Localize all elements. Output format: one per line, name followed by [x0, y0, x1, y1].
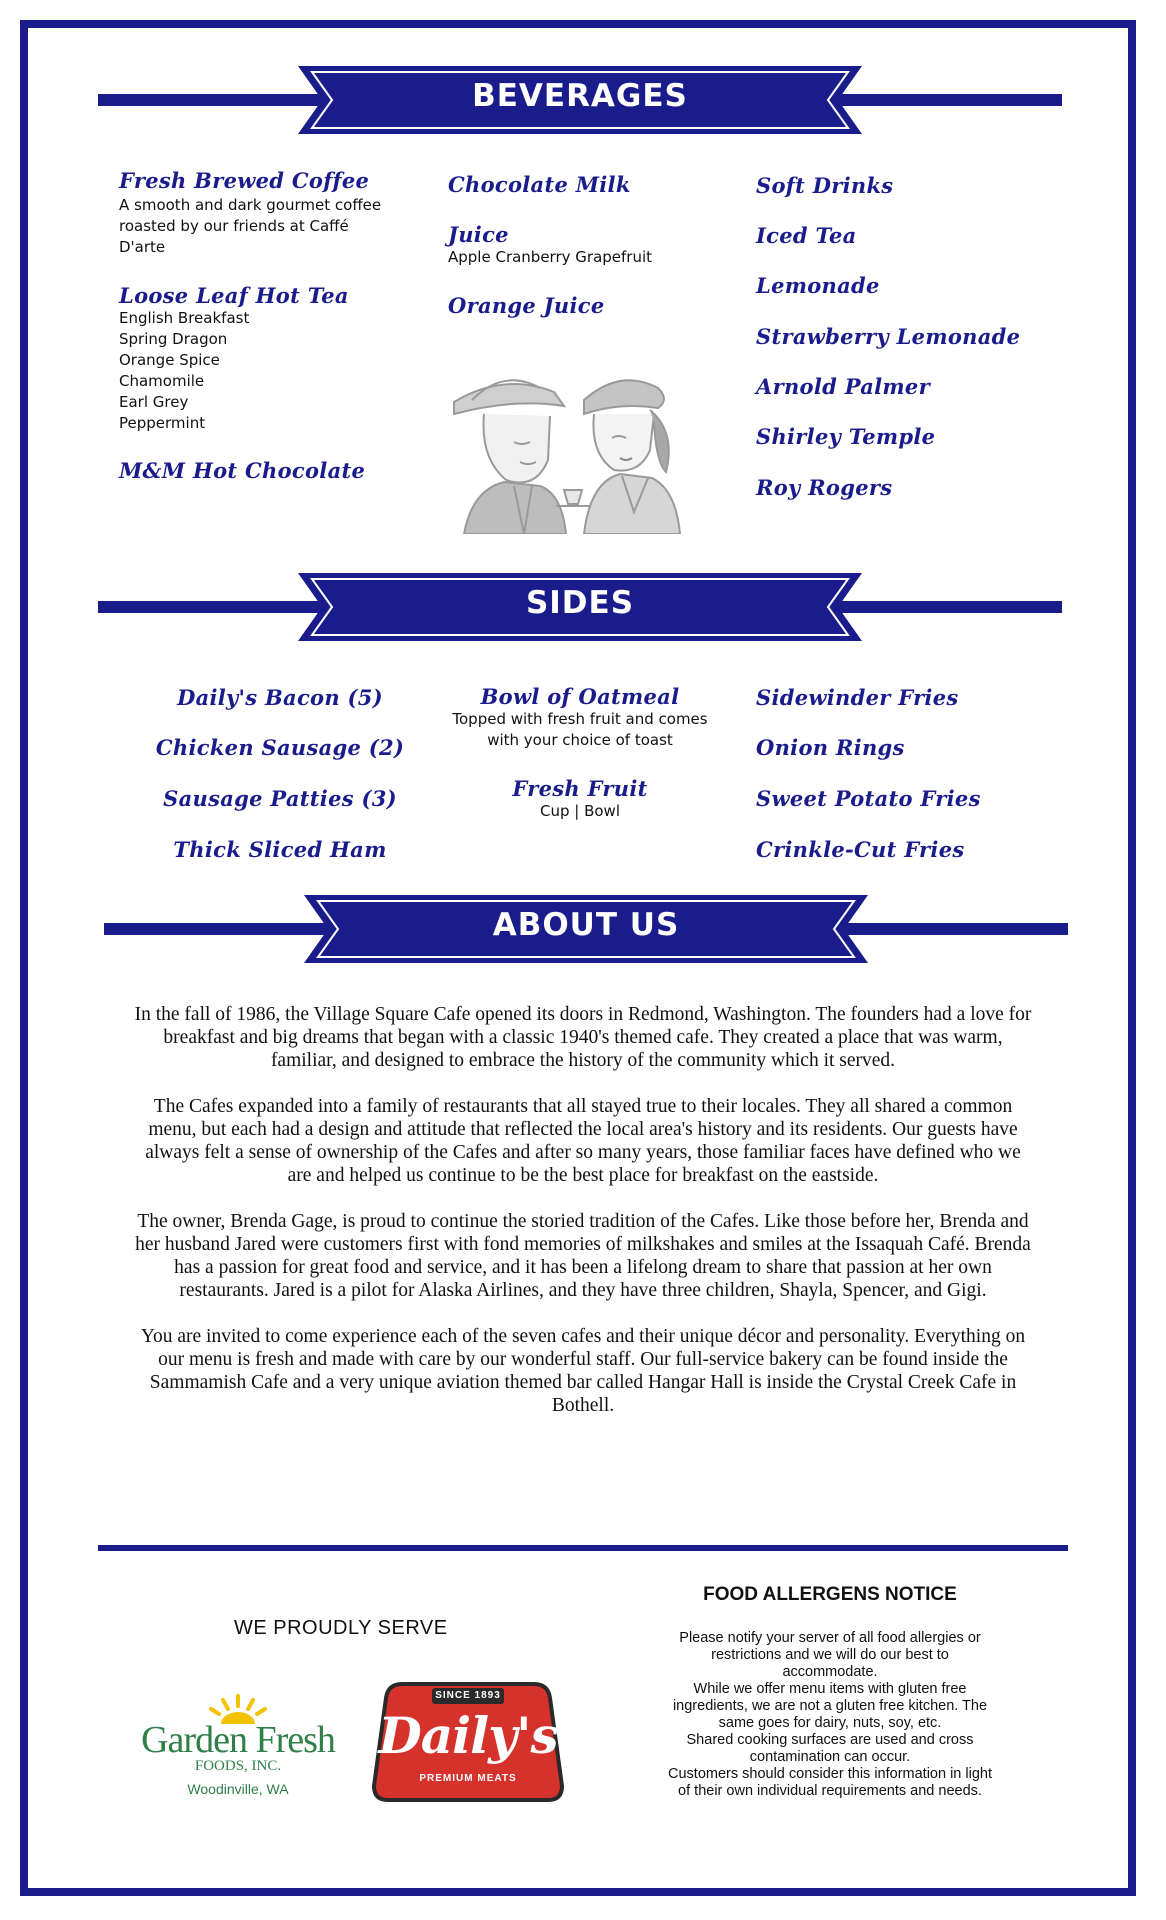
side-item-oatmeal — [430, 684, 730, 751]
about-paragraph: In the fall of 1986, the Village Square Cafe opened its doors in Redmond, Washington. The founders had a love for breakfast and big dreams that began with a classic 1940's themed cafe. They created a place that was warm, familiar, and designed to embrace the history of the community which it served. — [134, 1004, 1032, 1071]
allergens-line: Shared cooking surfaces are used and cross — [686, 1732, 974, 1748]
vintage-couple-illustration — [444, 362, 684, 534]
allergens-line: same goes for dairy, nuts, soy, etc. — [718, 1715, 942, 1731]
dailys-since: SINCE 1893 — [435, 1690, 501, 1701]
proudly-serve-label: WE PROUDLY SERVE — [234, 1617, 448, 1639]
menu-item-orange-juice — [448, 293, 605, 318]
garden-fresh-sub: FOODS, INC. — [194, 1758, 282, 1774]
menu-item-hot-tea — [119, 283, 349, 434]
sides-banner — [98, 567, 1062, 647]
side-item-sausage-patties: Sausage Patties (3) — [163, 786, 397, 811]
side-item-sweet-potato-fries: Sweet Potato Fries — [756, 786, 981, 811]
item-desc: D'arte — [119, 238, 166, 256]
allergens-line: contamination can occur. — [749, 1749, 911, 1765]
menu-item-lemonade: Lemonade — [756, 273, 880, 298]
menu-item-coffee — [119, 168, 381, 258]
item-desc: English Breakfast — [119, 309, 250, 327]
menu-item-arnold-palmer: Arnold Palmer — [756, 374, 930, 399]
menu-item-juice — [448, 222, 652, 268]
side-item-ham: Thick Sliced Ham — [173, 837, 387, 862]
item-name: Bowl of Oatmeal — [480, 684, 680, 709]
menu-item-iced-tea: Iced Tea — [756, 223, 857, 248]
about-paragraph: The owner, Brenda Gage, is proud to continue the storied tradition of the Cafes. Like those before her, Brenda and her husband Jared were customers first with fond memories of milkshakes and smiles at the Issaquah Café. Brenda has a passion for great food and service, and it has been a lifelong dream to share that passion at her own restaurants. Jared is a pilot for Alaska Airlines, and they have three children, Shayla, Spencer, and Gigi. — [135, 1211, 1031, 1301]
garden-fresh-name: Garden Fresh — [141, 1719, 335, 1761]
side-item-sidewinder-fries: Sidewinder Fries — [756, 685, 959, 710]
dailys-logo — [372, 1680, 564, 1804]
menu-item-strawberry-lemonade: Strawberry Lemonade — [756, 324, 1021, 349]
item-desc: Orange Spice — [119, 351, 220, 369]
item-desc: Apple Cranberry Grapefruit — [448, 248, 653, 266]
sides-title: SIDES — [525, 585, 635, 621]
allergens-line: restrictions and we will do our best to — [711, 1647, 949, 1663]
item-name: Orange Juice — [448, 293, 605, 318]
menu-item-roy-rogers: Roy Rogers — [756, 475, 893, 500]
side-item-fresh-fruit — [430, 776, 730, 822]
allergens-line: While we offer menu items with gluten free — [693, 1681, 967, 1697]
about-banner — [104, 889, 1068, 969]
about-text — [132, 1003, 1034, 1440]
item-desc: Chamomile — [119, 372, 205, 390]
item-name: Fresh Brewed Coffee — [119, 168, 370, 193]
menu-item-soft-drinks: Soft Drinks — [756, 173, 894, 198]
allergens-title: FOOD ALLERGENS NOTICE — [703, 1584, 957, 1605]
item-desc: Spring Dragon — [119, 330, 228, 348]
item-name: Chocolate Milk — [448, 172, 631, 197]
item-desc: Earl Grey — [119, 393, 189, 411]
side-item-crinkle-cut-fries: Crinkle-Cut Fries — [756, 837, 965, 862]
allergens-line: ingredients, we are not a gluten free kitchen. The — [672, 1698, 988, 1714]
about-title: ABOUT US — [492, 907, 680, 943]
dailys-name: Daily's — [378, 1706, 558, 1765]
allergens-line: Customers should consider this information in light — [668, 1766, 992, 1782]
allergens-line: of their own individual requirements and needs. — [678, 1783, 982, 1799]
allergens-notice — [634, 1584, 1026, 1800]
beverages-banner — [98, 60, 1062, 140]
item-desc: with your choice of toast — [487, 731, 673, 749]
item-desc: Topped with fresh fruit and comes — [452, 710, 708, 728]
item-desc: roasted by our friends at Caffé — [119, 217, 349, 235]
garden-fresh-logo — [118, 1692, 358, 1797]
allergens-line: accommodate. — [782, 1664, 878, 1680]
dailys-sub: PREMIUM MEATS — [419, 1773, 517, 1784]
side-item-chicken-sausage: Chicken Sausage (2) — [155, 735, 405, 760]
item-desc: Peppermint — [119, 414, 206, 432]
garden-fresh-location: Woodinville, WA — [187, 1781, 289, 1797]
about-paragraph: The Cafes expanded into a family of restaurants that all stayed true to their locales. They all shared a common menu, but each had a design and attitude that reflected the local area's history and its residents. Our guests have always felt a sense of ownership of the Cafes and after so many years, those familiar faces have defined who we are and helped us continue to be the best place for breakfast on the eastside. — [145, 1096, 1021, 1186]
beverages-title: BEVERAGES — [472, 78, 688, 114]
menu-item-hot-chocolate — [119, 458, 365, 483]
side-item-bacon: Daily's Bacon (5) — [177, 685, 383, 710]
allergens-line: Please notify your server of all food allergies or — [679, 1630, 981, 1646]
about-paragraph: You are invited to come experience each of the seven cafes and their unique décor and personality. Everything on our menu is fresh and made with care by our wonderful staff. Our full-service bakery can be found inside the Sammamish Cafe and a very unique aviation themed bar called Hangar Hall is inside the Crystal Creek Cafe in Bothell. — [140, 1326, 1026, 1416]
menu-item-shirley-temple: Shirley Temple — [756, 424, 936, 449]
item-desc: Cup | Bowl — [540, 802, 620, 820]
item-desc: A smooth and dark gourmet coffee — [119, 196, 382, 214]
footer-divider — [98, 1545, 1068, 1551]
side-item-onion-rings: Onion Rings — [756, 735, 905, 760]
item-name: Loose Leaf Hot Tea — [119, 283, 349, 308]
item-name: Fresh Fruit — [512, 776, 648, 801]
menu-item-chocolate-milk — [448, 172, 631, 197]
item-name: M&M Hot Chocolate — [119, 458, 366, 483]
item-name: Juice — [448, 222, 509, 247]
